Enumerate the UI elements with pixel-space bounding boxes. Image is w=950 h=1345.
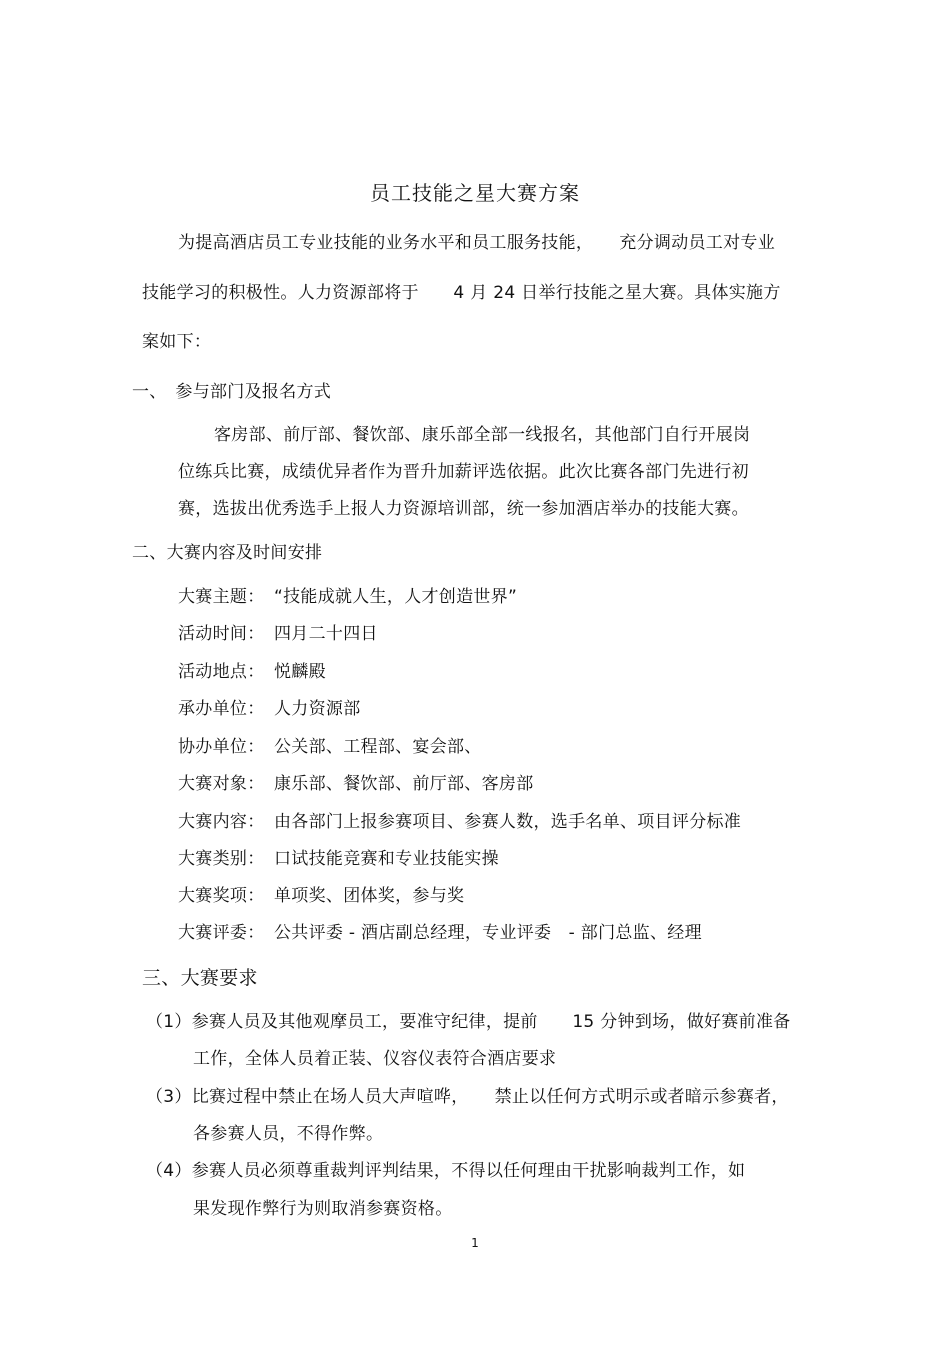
info-value: 公关部、工程部、宴会部、	[274, 737, 482, 757]
info-label: 活动地点：	[178, 662, 265, 682]
rule-line: （3）比赛过程中禁止在场人员大声喧哗， 禁止以任何方式明示或者暗示参赛者，	[146, 1087, 789, 1107]
info-label: 大赛主题：	[178, 587, 265, 607]
info-label: 活动时间：	[178, 624, 265, 644]
info-value: 悦麟殿	[274, 662, 326, 682]
section-2-heading: 二、大赛内容及时间安排	[132, 543, 323, 563]
page-number: 1	[471, 1236, 479, 1250]
info-row	[178, 773, 534, 795]
info-value: 公共评委 - 酒店副总经理，专业评委 - 部门总监、经理	[274, 923, 702, 943]
info-row	[178, 885, 464, 907]
rule-line: 各参赛人员，不得作弊。	[193, 1124, 384, 1144]
info-value: 人力资源部	[274, 699, 361, 719]
info-row	[178, 586, 517, 608]
info-row	[178, 922, 702, 944]
rule-line: 果发现作弊行为则取消参赛资格。	[193, 1199, 453, 1219]
section-1-body-line: 赛，选拔出优秀选手上报人力资源培训部，统一参加酒店举办的技能大赛。	[178, 499, 749, 519]
info-row	[178, 661, 326, 683]
info-row	[178, 623, 378, 645]
info-label: 大赛内容：	[178, 812, 265, 832]
info-value: 由各部门上报参赛项目、参赛人数，选手名单、项目评分标准	[274, 812, 742, 832]
intro-line-3: 案如下：	[142, 332, 212, 352]
section-3-heading: 三、大赛要求	[142, 967, 258, 989]
info-value: 单项奖、团体奖，参与奖	[274, 886, 465, 906]
info-value: 四月二十四日	[274, 624, 378, 644]
info-row	[178, 736, 482, 758]
info-label: 大赛对象：	[178, 774, 265, 794]
info-value: 康乐部、餐饮部、前厅部、客房部	[274, 774, 534, 794]
rule-line: （4）参赛人员必须尊重裁判评判结果，不得以任何理由干扰影响裁判工作，如	[146, 1161, 746, 1181]
section-1-body-line: 位练兵比赛，成绩优异者作为晋升加薪评选依据。此次比赛各部门先进行初	[178, 462, 749, 482]
info-row	[178, 811, 741, 833]
intro-line-1: 为提高酒店员工专业技能的业务水平和员工服务技能， 充分调动员工对专业	[178, 233, 775, 253]
info-row	[178, 698, 361, 720]
info-label: 承办单位：	[178, 699, 265, 719]
info-row	[178, 848, 499, 870]
rule-line: 工作，全体人员着正装、仪容仪表符合酒店要求	[193, 1049, 557, 1069]
section-1-heading: 一、 参与部门及报名方式	[132, 382, 332, 402]
info-label: 大赛评委：	[178, 923, 265, 943]
info-label: 大赛类别：	[178, 849, 265, 869]
info-value: “技能成就人生，人才创造世界”	[274, 587, 518, 607]
info-label: 协办单位：	[178, 737, 265, 757]
info-label: 大赛奖项：	[178, 886, 265, 906]
document-title: 员工技能之星大赛方案	[370, 181, 580, 205]
section-1-body-line: 客房部、前厅部、餐饮部、康乐部全部一线报名，其他部门自行开展岗	[214, 425, 751, 445]
info-value: 口试技能竞赛和专业技能实操	[274, 849, 499, 869]
intro-line-2: 技能学习的积极性。人力资源部将于 4 月 24 日举行技能之星大赛。具体实施方	[142, 283, 781, 303]
rule-line: （1）参赛人员及其他观摩员工，要准守纪律，提前 15 分钟到场，做好赛前准备	[146, 1012, 791, 1032]
